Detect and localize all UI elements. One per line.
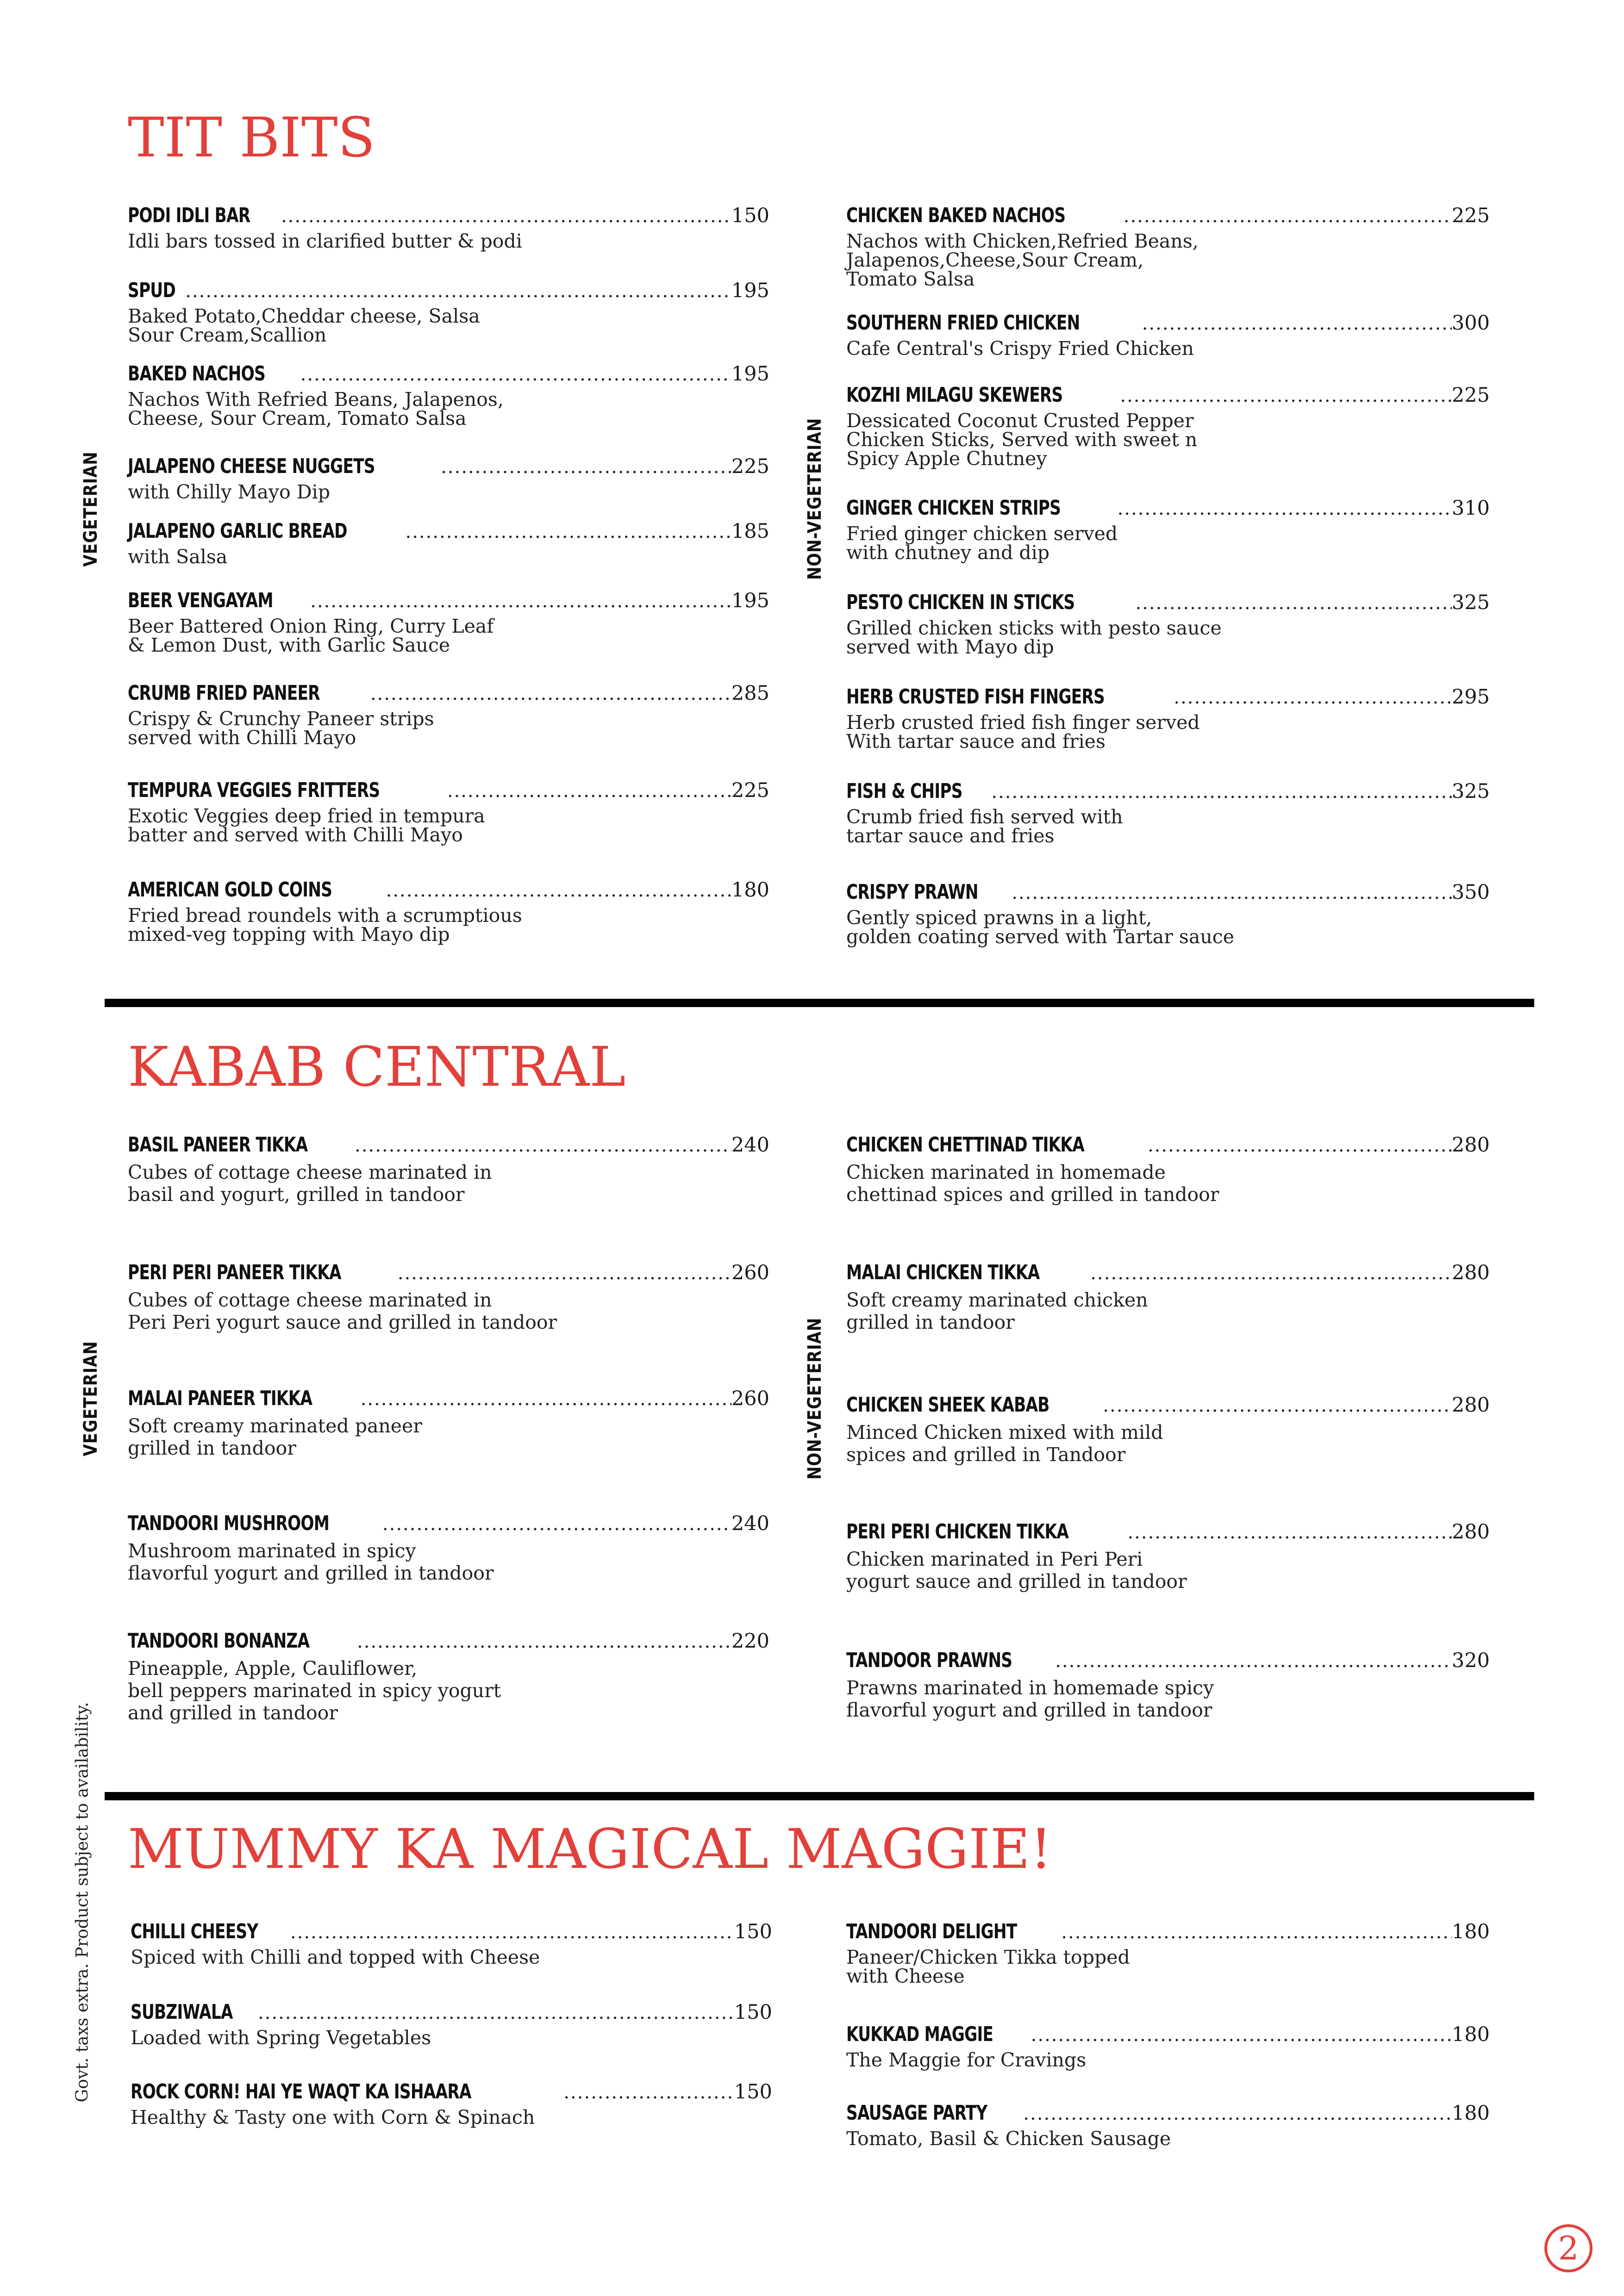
item-price: 225 [731,455,769,478]
item-description: Idli bars tossed in clarified butter & podi [128,230,522,252]
leader-dots [382,1513,731,1535]
menu-item [128,1629,769,1724]
item-price: 325 [1451,591,1490,614]
menu-item [131,2000,772,2047]
menu-item [128,1261,769,1333]
leader-dots [441,456,731,478]
leader-dots [300,364,731,385]
item-price: 180 [1451,2102,1490,2125]
side-label-veg-kabab: VEGETERIAN [80,1341,101,1456]
leader-dots [1090,1263,1452,1284]
item-name: CHICKEN CHETTINAD TIKKA [846,1133,1085,1157]
item-price: 195 [731,589,769,612]
menu-item [128,1512,769,1584]
leader-dots [1103,1395,1452,1416]
menu-item [128,519,769,566]
item-description: Baked Potato,Cheddar cheese, Salsa Sour Cream,Scallion [128,305,480,346]
item-name: SOUTHERN FRIED CHICKEN [846,311,1080,335]
item-description: with Chilly Mayo Dip [128,481,330,503]
item-name: FISH & CHIPS [846,779,962,803]
item-price: 350 [1451,881,1490,904]
menu-item [846,779,1490,846]
item-price: 225 [1451,204,1490,227]
leader-dots [1127,1522,1451,1543]
leader-dots [258,2002,734,2023]
item-description: Soft creamy marinated chicken grilled in tandoor [846,1289,1148,1333]
item-price: 240 [731,1133,769,1157]
item-description: Herb crusted fried fish finger served With tartar sauce and fries [846,711,1200,753]
item-description: Fried bread roundels with a scrumptious mixed-veg topping with Mayo dip [128,904,522,946]
section-title-tit-bits: TIT BITS [128,106,375,169]
leader-dots [1124,205,1452,227]
item-name: TANDOORI DELIGHT [846,1920,1017,1943]
leader-dots [1061,1922,1452,1943]
menu-item [846,496,1490,562]
menu-item [846,2022,1490,2070]
item-description: Crispy & Crunchy Paneer strips served with Chilli Mayo [128,708,434,749]
page-number: 2 [1544,2224,1593,2272]
item-price: 225 [731,779,769,802]
item-name: TEMPURA VEGGIES FRITTERS [128,778,380,802]
item-name: PODI IDLI BAR [128,204,250,227]
item-description: Grilled chicken sticks with pesto sauce served with Mayo dip [846,617,1222,658]
menu-item [846,1393,1490,1466]
item-description: Paneer/Chicken Tikka topped with Cheese [846,1946,1130,1987]
menu-item [846,591,1490,657]
item-price: 195 [731,362,769,386]
item-price: 295 [1451,685,1490,709]
item-description: with Salsa [128,546,228,568]
menu-item [846,1920,1490,1986]
menu-item [846,1520,1490,1593]
item-price: 180 [731,878,769,902]
item-name: CHILLI CHEESY [131,1920,258,1943]
item-name: PERI PERI CHICKEN TIKKA [846,1520,1069,1543]
leader-dots [1148,1135,1452,1156]
leader-dots [1012,882,1452,903]
item-name: GINGER CHICKEN STRIPS [846,496,1061,520]
item-description: Cafe Central's Crispy Fried Chicken [846,337,1194,360]
item-name: TANDOORI MUSHROOM [128,1512,330,1535]
item-name: SPUD [128,279,176,302]
menu-item [131,1920,772,1967]
item-name: BASIL PANEER TIKKA [128,1133,308,1157]
item-name: BAKED NACHOS [128,362,265,386]
leader-dots [370,683,731,704]
item-price: 285 [731,682,769,705]
leader-dots [405,521,731,542]
leader-dots [1120,385,1452,406]
leader-dots [398,1263,731,1284]
item-description: Tomato, Basil & Chicken Sausage [846,2128,1171,2150]
item-price: 150 [734,2001,772,2024]
item-price: 260 [731,1261,769,1284]
item-description: Fried ginger chicken served with chutney and dip [846,523,1118,564]
item-price: 220 [731,1630,769,1653]
item-name: HERB CRUSTED FISH FINGERS [846,685,1105,709]
item-price: 280 [1451,1261,1490,1284]
item-name: SUBZIWALA [131,2000,233,2024]
item-description: Pineapple, Apple, Cauliflower, bell peppers marinated in spicy yogurt and grilled in tandoor [128,1657,501,1724]
item-price: 280 [1451,1394,1490,1417]
item-description: Mushroom marinated in spicy flavorful yogurt and grilled in tandoor [128,1540,494,1584]
item-name: PESTO CHICKEN IN STICKS [846,591,1075,614]
item-price: 240 [731,1512,769,1535]
item-description: Prawns marinated in homemade spicy flavorful yogurt and grilled in tandoor [846,1677,1214,1721]
menu-item [846,1133,1490,1206]
item-name: CRUMB FRIED PANEER [128,681,320,705]
leader-dots [1135,592,1451,614]
item-name: KOZHI MILAGU SKEWERS [846,383,1063,407]
menu-item [846,880,1490,946]
item-description: Exotic Veggies deep fried in tempura batter and served with Chilli Mayo [128,805,485,846]
leader-dots [1031,2024,1452,2046]
menu-item [128,1387,769,1459]
menu-item [846,685,1490,751]
menu-item [128,362,769,428]
item-price: 150 [731,204,769,227]
menu-item [846,1261,1490,1333]
item-description: Gently spiced prawns in a light, golden coating served with Tartar sauce [846,907,1234,948]
item-name: JALAPENO GARLIC BREAD [128,519,347,543]
item-price: 225 [1451,384,1490,407]
section-divider [105,1792,1534,1800]
menu-item [846,2101,1490,2148]
item-description: Crumb fried fish served with tartar sauce and fries [846,806,1123,847]
menu-item [846,1649,1490,1721]
item-description: Healthy & Tasty one with Corn & Spinach [131,2106,535,2128]
item-price: 150 [734,2080,772,2103]
leader-dots [290,1922,734,1943]
leader-dots [991,781,1452,803]
item-description: Loaded with Spring Vegetables [131,2027,431,2049]
footnote: Govt. taxs extra. Product subject to availability. [73,1702,92,2103]
leader-dots [1174,687,1452,708]
side-label-nonveg-titbits: NON-VEGETERIAN [804,417,825,580]
menu-item [846,383,1490,468]
menu-item [128,778,769,845]
item-name: JALAPENO CHEESE NUGGETS [128,454,375,478]
leader-dots [1118,498,1452,519]
item-price: 150 [734,1920,772,1943]
item-description: Cubes of cottage cheese marinated in basil and yogurt, grilled in tandoor [128,1161,492,1206]
item-description: Chicken marinated in Peri Peri yogurt sauce and grilled in tandoor [846,1548,1187,1593]
menu-item [131,2080,772,2127]
item-description: Nachos with Chicken,Refried Beans, Jalapenos,Cheese,Sour Cream, Tomato Salsa [846,230,1199,290]
item-description: Nachos With Refried Beans, Jalapenos, Cheese, Sour Cream, Tomato Salsa [128,388,504,429]
section-title-maggie: MUMMY KA MAGICAL MAGGIE! [128,1817,1052,1881]
item-price: 260 [731,1387,769,1410]
item-description: Soft creamy marinated paneer grilled in tandoor [128,1415,422,1459]
item-price: 300 [1451,311,1490,335]
item-price: 325 [1451,780,1490,803]
menu-item [128,1133,769,1206]
item-name: SAUSAGE PARTY [846,2101,987,2125]
item-description: The Maggie for Cravings [846,2049,1087,2071]
leader-dots [281,205,731,227]
item-name: MALAI PANEER TIKKA [128,1387,312,1410]
leader-dots [563,2082,734,2103]
item-name: CHICKEN BAKED NACHOS [846,204,1066,227]
menu-item [128,204,769,251]
item-name: ROCK CORN! HAI YE WAQT KA ISHAARA [131,2080,471,2103]
side-label-veg-titbits: VEGETERIAN [80,451,101,567]
leader-dots [1142,313,1452,334]
item-name: KUKKAD MAGGIE [846,2022,993,2046]
section-divider [105,999,1534,1007]
leader-dots [310,591,731,612]
menu-item [128,589,769,655]
menu-item [846,311,1490,358]
leader-dots [1023,2103,1452,2124]
item-name: MALAI CHICKEN TIKKA [846,1261,1040,1284]
item-price: 185 [731,520,769,543]
leader-dots [447,780,731,802]
item-description: Dessicated Coconut Crusted Pepper Chicken Sticks, Served with sweet n Spicy Apple Chutney [846,410,1198,470]
item-price: 180 [1451,2023,1490,2046]
menu-item [128,279,769,345]
item-price: 180 [1451,1920,1490,1943]
leader-dots [361,1388,731,1410]
leader-dots [357,1631,731,1652]
leader-dots [1055,1650,1452,1672]
section-title-kabab-central: KABAB CENTRAL [128,1035,626,1099]
menu-item [846,204,1490,289]
item-price: 195 [731,279,769,302]
item-description: Beer Battered Onion Ring, Curry Leaf & Lemon Dust, with Garlic Sauce [128,615,494,656]
leader-dots [355,1135,731,1156]
leader-dots [386,880,731,901]
item-name: PERI PERI PANEER TIKKA [128,1261,341,1284]
item-price: 280 [1451,1520,1490,1543]
item-name: BEER VENGAYAM [128,589,273,612]
item-name: TANDOOR PRAWNS [846,1649,1012,1672]
leader-dots [185,280,731,302]
item-description: Chicken marinated in homemade chettinad spices and grilled in tandoor [846,1161,1219,1206]
item-description: Minced Chicken mixed with mild spices and grilled in Tandoor [846,1421,1163,1466]
item-price: 320 [1451,1649,1490,1672]
item-name: CHICKEN SHEEK KABAB [846,1393,1049,1417]
item-name: TANDOORI BONANZA [128,1629,310,1653]
item-price: 310 [1451,497,1490,520]
item-description: Spiced with Chilli and topped with Cheese [131,1946,540,1968]
side-label-nonveg-kabab: NON-VEGETERIAN [804,1317,825,1480]
item-price: 280 [1451,1133,1490,1157]
item-name: CRISPY PRAWN [846,880,978,904]
menu-item [128,878,769,944]
item-description: Cubes of cottage cheese marinated in Peri Peri yogurt sauce and grilled in tandoor [128,1289,557,1333]
item-name: AMERICAN GOLD COINS [128,878,332,902]
menu-item [128,681,769,747]
menu-item [128,454,769,502]
